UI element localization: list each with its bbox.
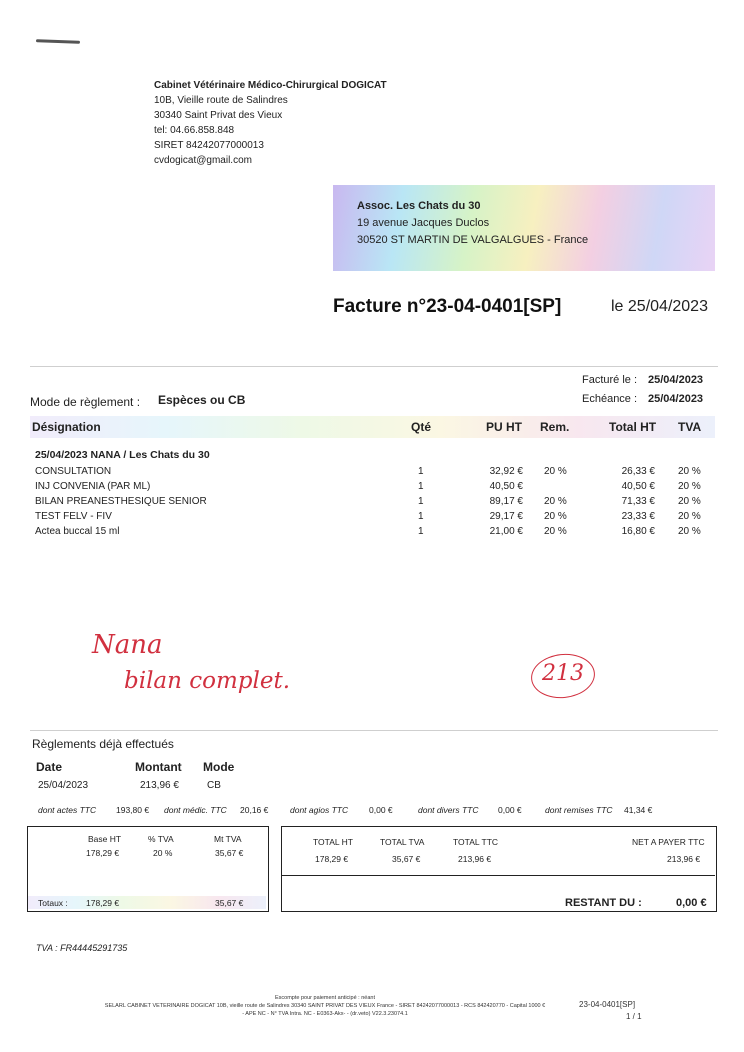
footer-ref: 23-04-0401[SP] — [579, 1000, 636, 1009]
row-designation: Actea buccal 15 ml — [35, 526, 120, 537]
row-rem: 20 % — [544, 496, 567, 507]
payment-date: 25/04/2023 — [38, 780, 89, 791]
due-label: Echéance : — [582, 393, 638, 405]
table-row — [30, 526, 715, 541]
handwritten-name: Nana — [92, 630, 163, 660]
payments-col-date: Date — [36, 760, 63, 774]
row-total: 71,33 € — [621, 496, 655, 507]
total-tva: 35,67 € — [392, 854, 421, 864]
remises-label: dont remises TTC — [545, 805, 613, 815]
row-qty: 1 — [418, 481, 424, 492]
scan-mark — [36, 39, 80, 44]
row-qty: 1 — [418, 511, 424, 522]
row-designation: CONSULTATION — [35, 466, 112, 477]
items-table-body — [30, 448, 715, 541]
row-qty: 1 — [418, 496, 424, 507]
vat-totals-label: Totaux : — [38, 898, 68, 908]
footer-line1: Escompte pour paiement anticipé : néant — [275, 995, 375, 1001]
row-tva: 20 % — [678, 511, 701, 522]
divider — [30, 730, 718, 731]
row-qty: 1 — [418, 466, 424, 477]
client-address1: 19 avenue Jacques Duclos — [357, 217, 490, 229]
client-name: Assoc. Les Chats du 30 — [357, 200, 481, 212]
row-designation: INJ CONVENIA (PAR ML) — [35, 481, 151, 492]
client-address2: 30520 ST MARTIN DE VALGALGUES - France — [357, 234, 589, 246]
invoice-title: Facture n°23-04-0401[SP] — [333, 296, 562, 317]
billed-label: Facturé le : — [582, 374, 638, 386]
clinic-siret: SIRET 84242077000013 — [154, 140, 264, 151]
clinic-email: cvdogicat@gmail.com — [154, 155, 252, 166]
row-total: 23,33 € — [621, 511, 655, 522]
row-tva: 20 % — [678, 466, 701, 477]
payments-title: Règlements déjà effectués — [32, 737, 174, 751]
group-heading — [30, 448, 715, 466]
total-tva-label: TOTAL TVA — [380, 837, 425, 847]
vat-mt-label: Mt TVA — [214, 834, 242, 844]
vat-base: 178,29 € — [86, 848, 120, 858]
row-rem: 20 % — [544, 511, 567, 522]
col-qty: Qté — [411, 420, 432, 434]
clinic-address1: 10B, Vieille route de Salindres — [154, 95, 288, 106]
vat-mt: 35,67 € — [215, 848, 244, 858]
due-date: 25/04/2023 — [648, 393, 704, 405]
col-pu: PU HT — [486, 420, 522, 434]
row-pu: 21,00 € — [489, 526, 523, 537]
row-rem: 20 % — [544, 526, 567, 537]
col-rem: Rem. — [540, 420, 570, 434]
row-pu: 89,17 € — [489, 496, 523, 507]
row-pu: 40,50 € — [489, 481, 523, 492]
total-ht: 178,29 € — [315, 854, 349, 864]
vat-pct: 20 % — [153, 848, 173, 858]
row-pu: 29,17 € — [489, 511, 523, 522]
vat-number: TVA : FR44445291735 — [36, 943, 128, 953]
agios-value: 0,00 € — [369, 805, 393, 815]
row-rem: 20 % — [544, 466, 567, 477]
vat-totals-mt: 35,67 € — [215, 898, 244, 908]
vat-pct-label: % TVA — [148, 834, 174, 844]
net-pay: 213,96 € — [667, 854, 701, 864]
handwritten-note: bilan complet. — [124, 668, 291, 694]
table-row — [30, 481, 715, 496]
medic-label: dont médic. TTC — [164, 805, 227, 815]
divers-value: 0,00 € — [498, 805, 522, 815]
billed-date: 25/04/2023 — [648, 374, 704, 386]
row-designation: TEST FELV - FIV — [35, 511, 112, 522]
row-tva: 20 % — [678, 526, 701, 537]
actes-label: dont actes TTC — [38, 805, 97, 815]
medic-value: 20,16 € — [240, 805, 269, 815]
total-ttc-label: TOTAL TTC — [453, 837, 499, 847]
group-label: 25/04/2023 NANA / Les Chats du 30 — [35, 449, 210, 461]
payment-amount: 213,96 € — [140, 780, 179, 791]
row-qty: 1 — [418, 526, 424, 537]
table-row — [30, 466, 715, 481]
footer-line3: - APE NC - N° TVA Intra. NC - E0363-Akx- - (dr.veto) V22.3.23074.1 — [242, 1011, 408, 1017]
total-ht-label: TOTAL HT — [313, 837, 353, 847]
row-pu: 32,92 € — [489, 466, 523, 477]
payment-mode: CB — [207, 780, 221, 791]
row-tva: 20 % — [678, 496, 701, 507]
vat-base-label: Base HT — [88, 834, 122, 844]
footer-line2: SELARL CABINET VETERINAIRE DOGICAT 10B, vieille route de Salindres 30340 SAINT PRIVAT DES VIEUX France - SIRET 84242077000013 - RCS 842420770 - Capital 1000 € — [104, 1003, 546, 1009]
actes-value: 193,80 € — [116, 805, 150, 815]
client-info — [357, 198, 588, 249]
col-tva: TVA — [678, 420, 702, 434]
payments-col-amount: Montant — [135, 760, 182, 774]
row-total: 40,50 € — [621, 481, 655, 492]
divider — [30, 366, 718, 367]
row-designation: BILAN PREANESTHESIQUE SENIOR — [35, 496, 207, 507]
remises-value: 41,34 € — [624, 805, 653, 815]
invoice-date: le 25/04/2023 — [611, 298, 708, 315]
table-row — [30, 496, 715, 511]
vat-totals-base: 178,29 € — [86, 898, 120, 908]
clinic-info — [154, 78, 387, 168]
row-tva: 20 % — [678, 481, 701, 492]
row-total: 26,33 € — [621, 466, 655, 477]
restant-label: RESTANT DU : — [565, 897, 642, 909]
payments-col-mode: Mode — [203, 760, 235, 774]
payment-mode-label: Mode de règlement : — [30, 395, 141, 409]
divers-label: dont divers TTC — [418, 805, 479, 815]
clinic-tel: tel: 04.66.858.848 — [154, 125, 235, 136]
col-designation: Désignation — [32, 420, 101, 434]
payment-mode-value: Espèces ou CB — [158, 393, 246, 407]
clinic-address2: 30340 Saint Privat des Vieux — [154, 110, 283, 121]
totals-divider — [282, 875, 715, 876]
footer — [80, 994, 570, 1018]
items-table-header — [30, 416, 715, 438]
total-ttc: 213,96 € — [458, 854, 492, 864]
handwritten-amount: 213 — [542, 661, 584, 686]
table-row — [30, 511, 715, 526]
agios-label: dont agios TTC — [290, 805, 349, 815]
col-total: Total HT — [609, 420, 657, 434]
restant-value: 0,00 € — [676, 897, 707, 909]
footer-page: 1 / 1 — [626, 1012, 642, 1021]
clinic-name: Cabinet Vétérinaire Médico-Chirurgical DOGICAT — [154, 80, 387, 91]
row-total: 16,80 € — [621, 526, 655, 537]
net-pay-label: NET A PAYER TTC — [632, 837, 705, 847]
